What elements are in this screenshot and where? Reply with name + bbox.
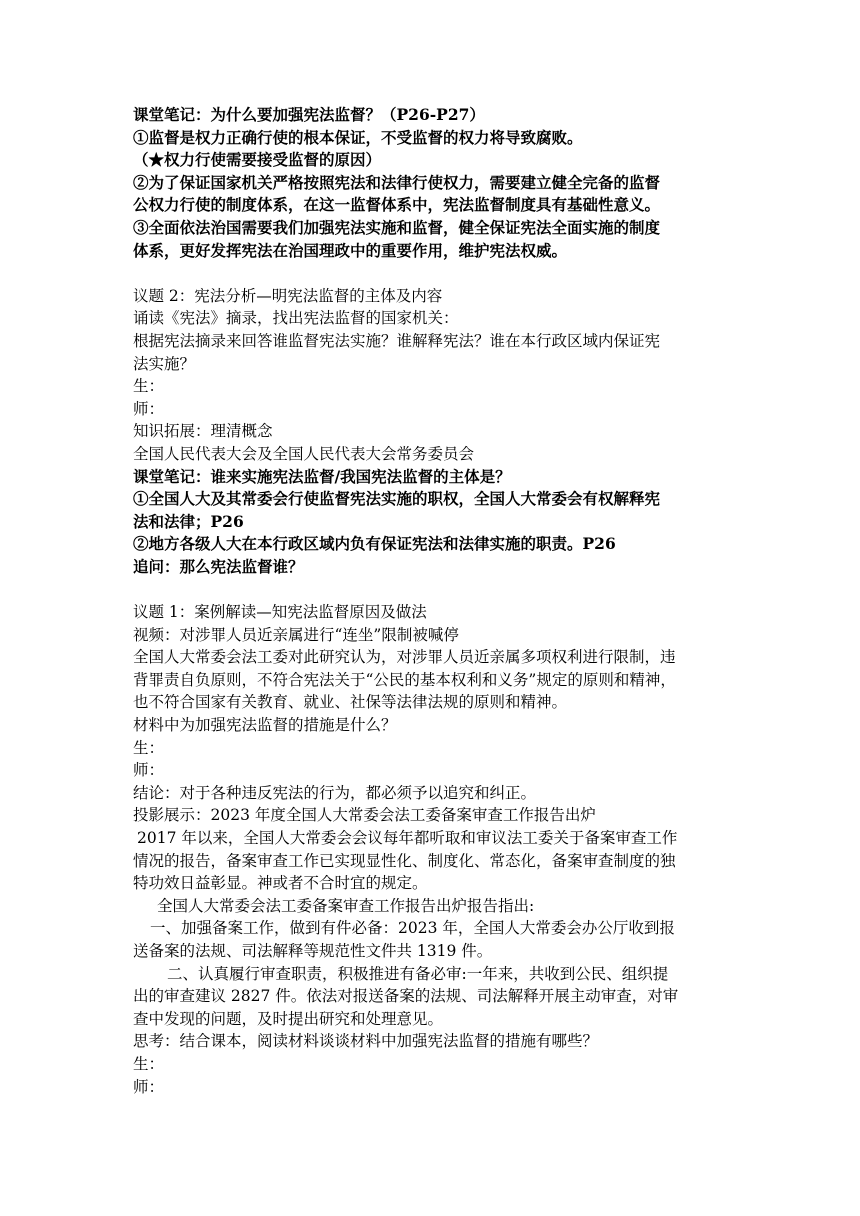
text-line: 全国人大常委会法工委备案审查工作报告出炉报告指出: xyxy=(157,896,535,915)
text-line: 师： xyxy=(133,761,165,780)
text-line: 全国人大常委会法工委对此研究认为，对涉罪人员近亲属多项权利进行限制，违 xyxy=(133,648,676,667)
text-line: 2017 年以来，全国人大常委会会议每年都听取和审议法工委关于备案审查工作 xyxy=(137,829,678,847)
note-line: 追问：那么宪法监督谁？ xyxy=(133,556,304,576)
text-line: 结论：对于各种违反宪法的行为，都必须予以追究和纠正。 xyxy=(133,783,537,802)
note-line: 法和法律；P26 xyxy=(133,511,244,531)
text-line: 思考：结合课本，阅读材料谈谈材料中加强宪法监督的措施有哪些？ xyxy=(133,1032,599,1051)
note-line: ①监督是权力正确行使的根本保证，不受监督的权力将导致腐败。 xyxy=(133,127,583,147)
text-line: 也不符合国家有关教育、就业、社保等法律法规的原则和精神。 xyxy=(133,693,568,712)
text-line: 特功效日益彰显。神或者不合时宜的规定。 xyxy=(133,874,428,893)
note-line: （★权力行使需要接受监督的原因） xyxy=(133,150,382,170)
text-line: 背罪责自负原则，不符合宪法关于“公民的基本权利和义务”规定的原则和精神， xyxy=(133,670,676,689)
text-line: 知识拓展：理清概念 xyxy=(133,422,273,441)
note-line: ①全国人大及其常委会行使监督宪法实施的职权，全国人大常委会有权解释宪 xyxy=(133,489,661,509)
text-line: 情况的报告，备案审查工作已实现显性化、制度化、常态化，备案审查制度的独 xyxy=(133,851,676,870)
text-line: 查中发现的问题，及时提出研究和处理意见。 xyxy=(133,1009,444,1028)
text-line: 投影展示：2023 年度全国人大常委会法工委备案审查工作报告出炉 xyxy=(133,806,596,825)
text-line: 法实施？ xyxy=(133,354,196,373)
text-line: 师： xyxy=(133,1077,165,1096)
note-line: 课堂笔记：为什么要加强宪法监督？（P26-P27） xyxy=(133,105,485,124)
note-line: 课堂笔记：谁来实施宪法监督/我国宪法监督的主体是？ xyxy=(133,466,511,486)
text-line: 议题 2：宪法分析—明宪法监督的主体及内容 xyxy=(133,286,443,305)
text-line: 出的审查建议 2827 件。依法对报送备案的法规、司法解释开展主动审查，对审 xyxy=(133,987,679,1006)
text-line: 议题 1：案例解读—知宪法监督原因及做法 xyxy=(133,603,427,622)
blank-line xyxy=(133,578,733,601)
text-line: 二、认真履行审查职责，积极推进有备必审:一年来，共收到公民、组织提 xyxy=(167,964,669,983)
note-line: ②为了保证国家机关严格按照宪法和法律行使权力，需要建立健全完备的监督 xyxy=(133,172,661,192)
note-line: 公权力行使的制度体系，在这一监督体系中，宪法监督制度具有基础性意义。 xyxy=(133,195,661,215)
text-line: 一、加强备案工作，做到有件必备：2023 年，全国人大常委会办公厅收到报 xyxy=(150,919,675,938)
text-line: 诵读《宪法》摘录，找出宪法监督的国家机关： xyxy=(133,309,459,328)
note-line: ②地方各级人大在本行政区域内负有保证宪法和法律实施的职责。P26 xyxy=(133,534,616,554)
document-body xyxy=(133,104,733,1098)
text-line: 送备案的法规、司法解释等规范性文件共 1319 件。 xyxy=(133,941,493,960)
text-line: 生： xyxy=(133,738,165,757)
text-line: 全国人民代表大会及全国人民代表大会常务委员会 xyxy=(133,444,475,463)
note-line: 体系，更好发挥宪法在治国理政中的重要作用，维护宪法权威。 xyxy=(133,240,568,260)
text-line: 师： xyxy=(133,399,165,418)
text-line: 视频：对涉罪人员近亲属进行“连坐”限制被喊停 xyxy=(133,625,459,644)
text-line: 生： xyxy=(133,377,165,396)
text-line: 材料中为加强宪法监督的措施是什么？ xyxy=(133,716,397,735)
text-line: 根据宪法摘录来回答谁监督宪法实施？谁解释宪法？谁在本行政区域内保证宪 xyxy=(133,331,661,350)
note-line: ③全面依法治国需要我们加强宪法实施和监督，健全保证宪法全面实施的制度 xyxy=(133,217,661,237)
text-line: 生： xyxy=(133,1054,165,1073)
blank-line xyxy=(133,262,733,285)
